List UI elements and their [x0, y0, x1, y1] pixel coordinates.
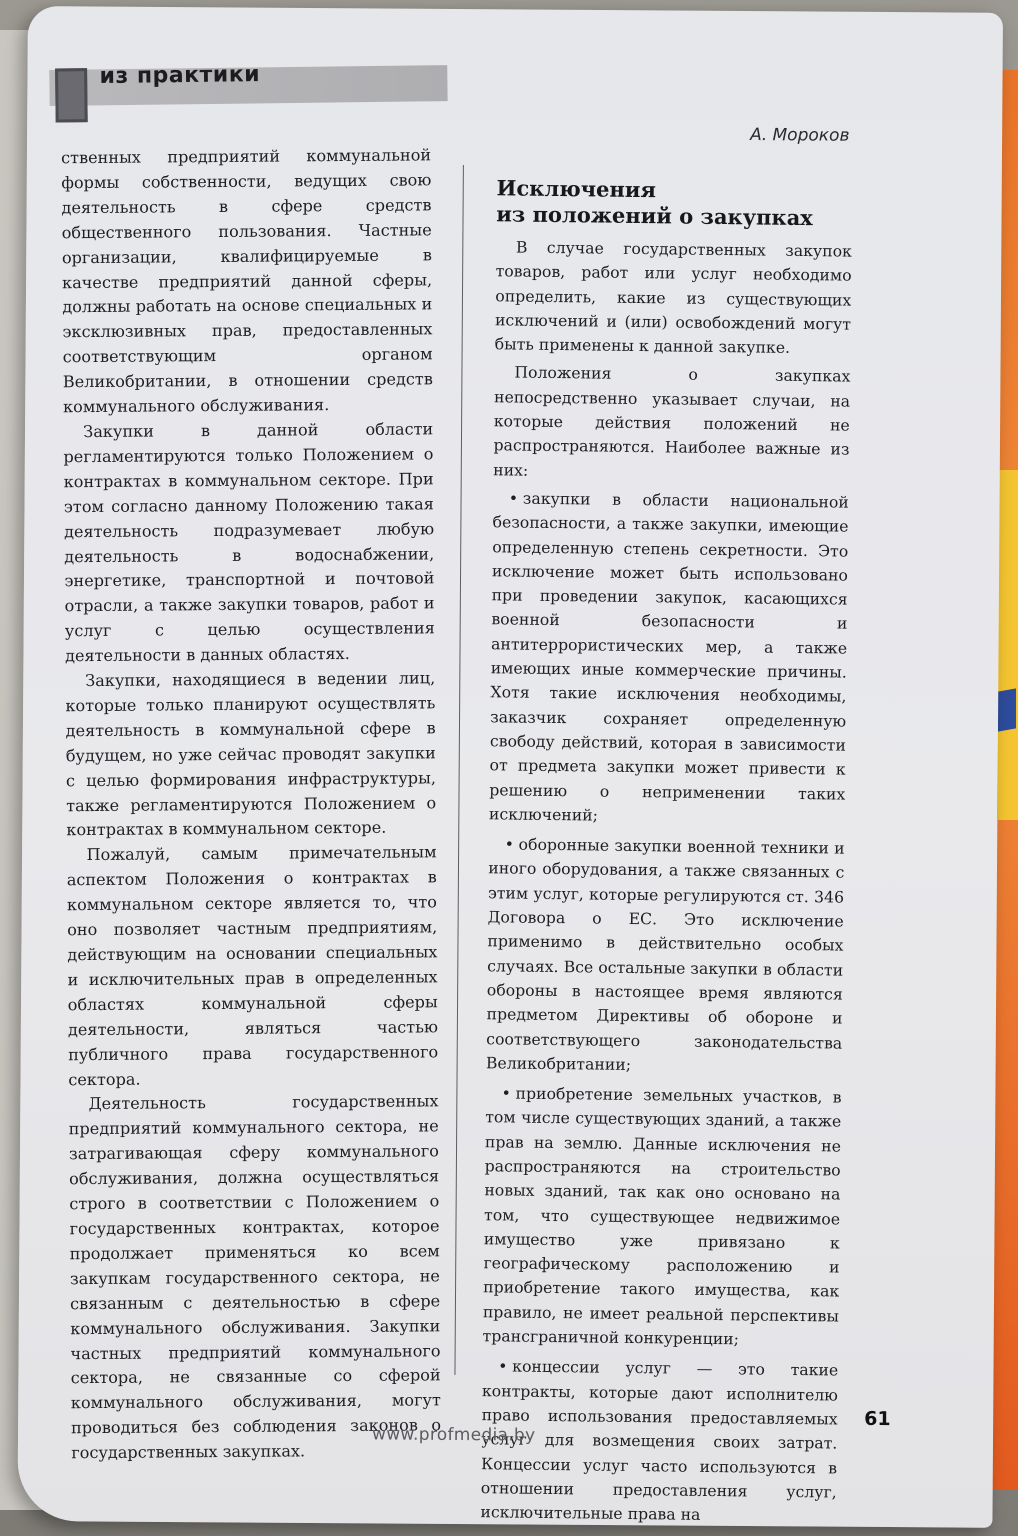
list-item-text: приобретение земельных участков, в том числе существующих зданий, а также прав на землю. Данные исключения не распространяются на строительство новых зданий, так как оно основано на том, что существующее недвижимое имущество уже привязано к географическому расположению и приобретение такого имущества, как правило, не имеет реальной перспективы трансграничной конкуренции;	[482, 1083, 842, 1349]
left-paragraph-4: Пожалуй, самым примечательным аспектом Положения о контрактах в коммунальном секторе является то, что оно позволяет частным предприятиям, действующим на основании специальных и исключительных прав в определенных областях коммунальной сферы деятельности, являться частью публичного права государственного сектора.	[66, 842, 439, 1089]
section-title: из практики	[99, 62, 261, 90]
exceptions-list	[480, 486, 849, 1529]
list-item-text: закупки в области национальной безопасности, а также закупки, имеющие определенную степень секретности. Это исключение может быть использовано при проведении закупок, касающихся военной безопасности и антитеррористических мер, а также имеющих иные коммерческие причины. Хотя такие исключения необходимы, заказчик сохраняет определенную свободу действий, которая в зависимости от предмета закупки может привести к решению о неприменении таких исключений;	[488, 488, 849, 825]
page-number: 61	[864, 1407, 891, 1431]
website-link[interactable]: www.profmedia.by	[371, 1424, 536, 1446]
left-paragraph-1: ственных предприятий коммунальной формы собственности, ведущих свою деятельность в сфере средств общественного пользования. Частные организации, квалифицируемые в качестве предприятий данной сферы, должны работать на основе специальных и эксклюзивных прав, предоставленных соответствующим органом Великобритании, в отношении средств коммунального обслуживания.	[61, 145, 433, 417]
bullet-icon: •	[501, 1083, 511, 1103]
blue-cover-mark	[998, 688, 1016, 731]
list-item	[486, 832, 845, 1079]
right-paragraph-1: В случае государственных закупок товаров, работ или услуг необходимо определить, какие из существующих исключений и (или) освобождений могут быть применены к данной закупке.	[494, 237, 853, 358]
magazine-page	[17, 6, 1003, 1528]
right-paragraph-2: Положения о закупках непосредственно указывает случаи, на которые действия положений не распространяются. Наиболее важные из них:	[493, 362, 851, 480]
list-item-text: концессии услуг — это такие контракты, которые дают исполнителю право использования предоставляемых услуг для возмещения своих затрат. Концессии услуг часто используются в отношении предоставления услуг, исключительные права на	[480, 1356, 839, 1525]
section-heading	[496, 175, 853, 231]
left-paragraph-3: Закупки, находящиеся в ведении лиц, которые только планируют осуществлять деятельность в коммунальной сфере в будущем, но уже сейчас проводят закупки с целью формирования инфраструктуры, также регламентируются Положением о контрактах в коммунальном секторе.	[65, 668, 437, 840]
section-marker-square	[55, 68, 88, 122]
list-item	[489, 486, 849, 830]
bullet-icon: •	[504, 834, 515, 854]
right-text-column	[480, 169, 853, 1535]
yellow-magazine-edge	[998, 470, 1018, 820]
list-item-text: оборонные закупки военной техники и иного оборудования, а также связанных с этим услуг, которые регулируются ст. 346 Договора о ЕС. Это исключение применимо в действительно особых случаях. Все остальные закупки в области обороны в настоящее время являются предметом Директивы об обороне и соответствующего законодательства Великобритании;	[485, 834, 845, 1074]
article-author: А. Мороков	[750, 125, 850, 146]
bullet-icon: •	[508, 488, 519, 508]
section-heading-line-2: из положений о закупках	[496, 201, 813, 231]
section-heading-line-1: Исключения	[496, 175, 657, 203]
bullet-icon: •	[498, 1356, 508, 1376]
column-divider	[454, 165, 463, 1375]
left-text-column	[61, 143, 441, 1466]
left-paragraph-2: Закупки в данной области регламентируются только Положением о контрактах в коммунальном секторе. При этом согласно данному Положению такая деятельность подразумевает любую деятельность в водоснабжении, энергетике, транспортной и почтовой отрасли, а также закупки товаров, работ и услуг с целью осуществления деятельности в данных областях.	[63, 419, 435, 666]
list-item	[482, 1081, 841, 1353]
left-paragraph-5: Деятельность государственных предприятий коммунального сектора, не затрагивающая сферу коммунального обслуживания, должна осуществляться строго в соответствии с Положением о государственных контрактах, которое продолжает применяться ко всем закупкам государственного сектора, не связанным с деятельностью в сфере коммунального обслуживания. Закупки частных предприятий коммунального сектора, не связанные со сферой коммунального обслуживания, могут проводиться без соблюдения законов о государственных закупках.	[68, 1091, 442, 1463]
